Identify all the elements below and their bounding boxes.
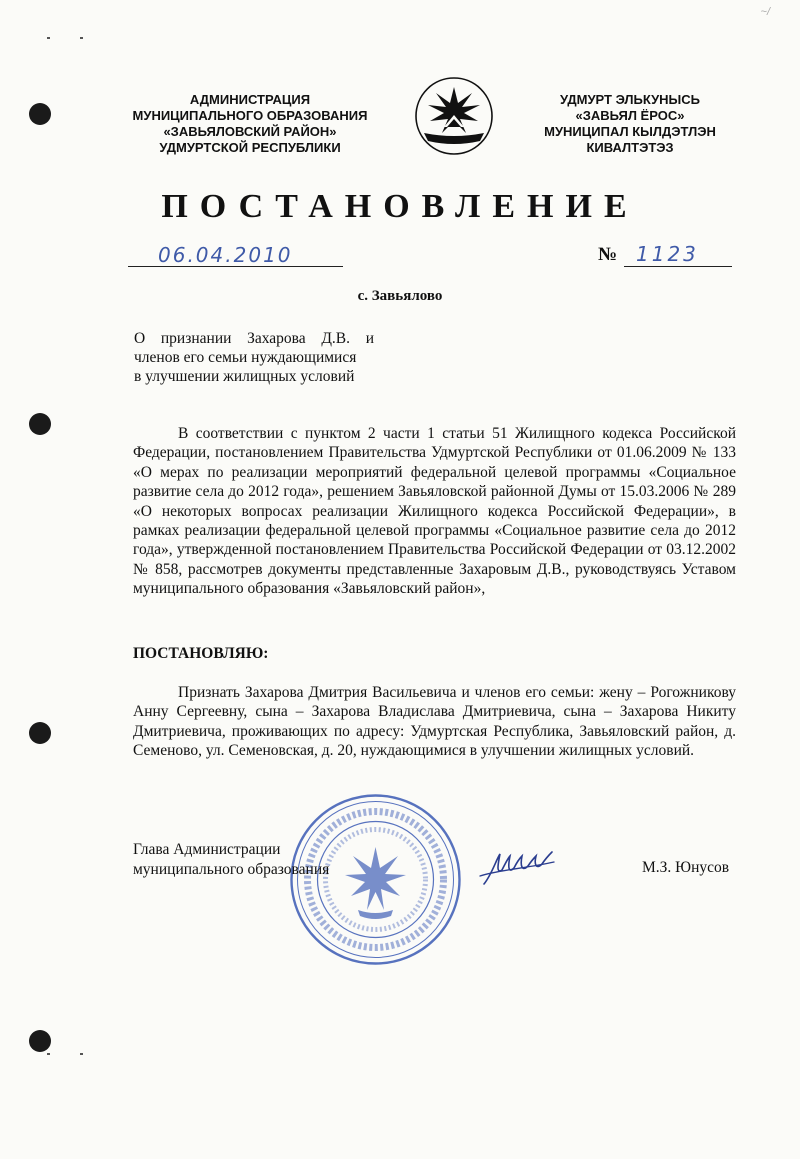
- header-left-line: МУНИЦИПАЛЬНОГО ОБРАЗОВАНИЯ: [132, 108, 368, 123]
- preamble-paragraph: В соответствии с пунктом 2 части 1 статьи 51 Жилищного кодекса Российской Федерации, постановлением Правительства Удмуртской Республики от 01.06.2009 № 133 «О мерах по реализации мероприятий федеральной целевой программы «Социальное развитие села до 2012 года», решением Завьяловской районной Думы от 15.03.2006 № 289 «О некоторых вопросах реализации Жилищного кодекса Российской Федерации», в рамках реализации федеральной целевой программы «Социальное развитие села до 2012 года», утвержденной постановлением Правительства Российской Федерации от 03.12.2002 № 858, рассмотрев документы представленные Захаровым Д.В., руководствуясь Уставом муниципального образования «Завьяловский район»,: [133, 425, 736, 598]
- scan-dot: [80, 1053, 83, 1055]
- number-label: №: [598, 244, 618, 265]
- document-title: ПОСТАНОВЛЕНИЕ: [161, 188, 639, 225]
- punch-hole: [29, 722, 51, 744]
- decision-paragraph: Признать Захарова Дмитрия Васильевича и членов его семьи: жену – Рогожникову Анну Сергеевну, сына – Захарова Владислава Дмитриевича, сына – Захарова Никиту Дмитриевича, проживающих по адресу: Удмуртская Республика, Завьяловский район, д. Семеново, ул. Семеновская, д. 20, нуждающимися в улучшении жилищных условий.: [133, 684, 736, 760]
- signatory-position: [133, 840, 329, 880]
- header-left-line: УДМУРТСКОЙ РЕСПУБЛИКИ: [159, 140, 341, 155]
- header-right-line: «ЗАВЬЯЛ ЁРОС»: [575, 108, 685, 123]
- signatory-name: М.З. Юнусов: [642, 859, 730, 876]
- number-underline: [624, 266, 732, 267]
- header-right: [525, 92, 735, 156]
- punch-hole: [29, 1030, 51, 1052]
- handwritten-signature: [478, 844, 558, 892]
- signatory-position-line: Глава Администрации: [133, 841, 281, 858]
- document-number: 1123: [636, 242, 699, 266]
- punch-hole: [29, 413, 51, 435]
- header-left-line: «ЗАВЬЯЛОВСКИЙ РАЙОН»: [163, 124, 337, 139]
- header-right-line: УДМУРТ ЭЛЬКУНЫСЬ: [559, 92, 701, 107]
- subject-line: членов его семьи нуждающимися: [134, 349, 357, 366]
- header-left: [115, 92, 385, 156]
- decree-word: ПОСТАНОВЛЯЮ:: [133, 645, 269, 662]
- signatory-position-line: муниципального образования: [133, 861, 330, 878]
- corner-mark: ~/: [760, 6, 770, 18]
- place: с. Завьялово: [357, 288, 443, 304]
- scan-dot: [80, 37, 83, 39]
- subject-line: в улучшении жилищных условий: [134, 368, 355, 385]
- subject-line: О признании Захарова Д.В. и: [134, 330, 374, 347]
- header-left-line: АДМИНИСТРАЦИЯ: [189, 92, 311, 107]
- subject: [134, 329, 374, 386]
- scan-dot: [47, 37, 50, 39]
- header-right-line: КИВАЛТЭТЭЗ: [586, 140, 674, 155]
- scan-dot: [47, 1053, 50, 1055]
- header-right-line: МУНИЦИПАЛ КЫЛДЭТЛЭН: [544, 124, 716, 139]
- emblem-icon: [414, 75, 494, 157]
- punch-hole: [29, 103, 51, 125]
- document-date: 06.04.2010: [158, 243, 293, 267]
